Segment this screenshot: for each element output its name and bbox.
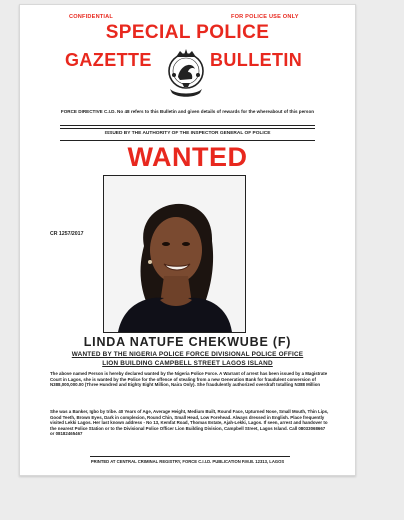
title-bulletin: BULLETIN	[210, 50, 303, 70]
title-gazette: GAZETTE	[65, 50, 152, 70]
gazette-sheet	[19, 4, 356, 476]
offence-paragraph: The above named Person is hereby declared wanted by the Nigeria Police Force. A Warrant of arrest has been issued by a Magistrate Court in Lagos, she is wanted by the Police for the offence of stealing from a new Generation Bank for fraudulent conversion of N388,000,000.00 (Three Hundred and Eighty Eight Million, Naira Only). She fraudulently authorized overdraft totalling N388 Million	[50, 371, 328, 388]
police-use-label: FOR POLICE USE ONLY	[231, 14, 299, 20]
divider-top-thin	[60, 128, 315, 129]
confidential-label: CONFIDENTIAL	[69, 14, 114, 20]
suspect-photo	[103, 175, 246, 333]
title-line1: SPECIAL POLICE	[105, 22, 270, 43]
divider-bottom	[60, 140, 315, 141]
police-crest-icon	[162, 47, 210, 99]
directive-text: FORCE DIRECTIVE C.I.D. No 48 refers to this Bulletin and given details of rewards for the whereabout of this person	[60, 109, 315, 114]
wanted-by-line2: LION BUILDING CAMPBELL STREET LAGOS ISLAND	[102, 360, 273, 367]
wanted-by-line1: WANTED BY THE NIGERIA POLICE FORCE DIVISIONAL POLICE OFFICE	[71, 351, 304, 358]
divider-top	[60, 125, 315, 126]
case-reference: CR 1257/2017	[50, 231, 84, 237]
suspect-portrait	[104, 176, 245, 332]
suspect-name: LINDA NATUFE CHEKWUBE (F)	[83, 335, 292, 349]
description-paragraph: She was a Banker, Igbo by tribe. 40 Years of Age, Average Height, Medium Built, Round Face, Upturned Nose, Small Mouth, Thin Lips, Good Teeth, Brown Eyes, Dark in complexion, Round Chin, Small Head, Low Forehead. Always dressed in English. Place frequently visited Lekki Lagos. Her last known address - No 13, Kemfat Road, Thomas Estate, Ajah-Lekki, Lagos. If seen, arrest and handover to the nearest Police Station or to the Divisional Police Officer Lion Building Division, Campbell Street, Lagos Island. Call 08033068667 or 08182465467	[50, 409, 329, 437]
footer-text: PRINTED AT CENTRAL CRIMINAL REGISTRY, FORCE C.I.I.D. PUBLICATION P.M.B. 12313, LAGOS	[90, 459, 285, 464]
issued-by-text: ISSUED BY THE AUTHORITY OF THE INSPECTOR GENERAL OF POLICE	[104, 131, 271, 136]
wanted-heading: WANTED	[127, 142, 248, 172]
footer-divider	[90, 456, 290, 457]
